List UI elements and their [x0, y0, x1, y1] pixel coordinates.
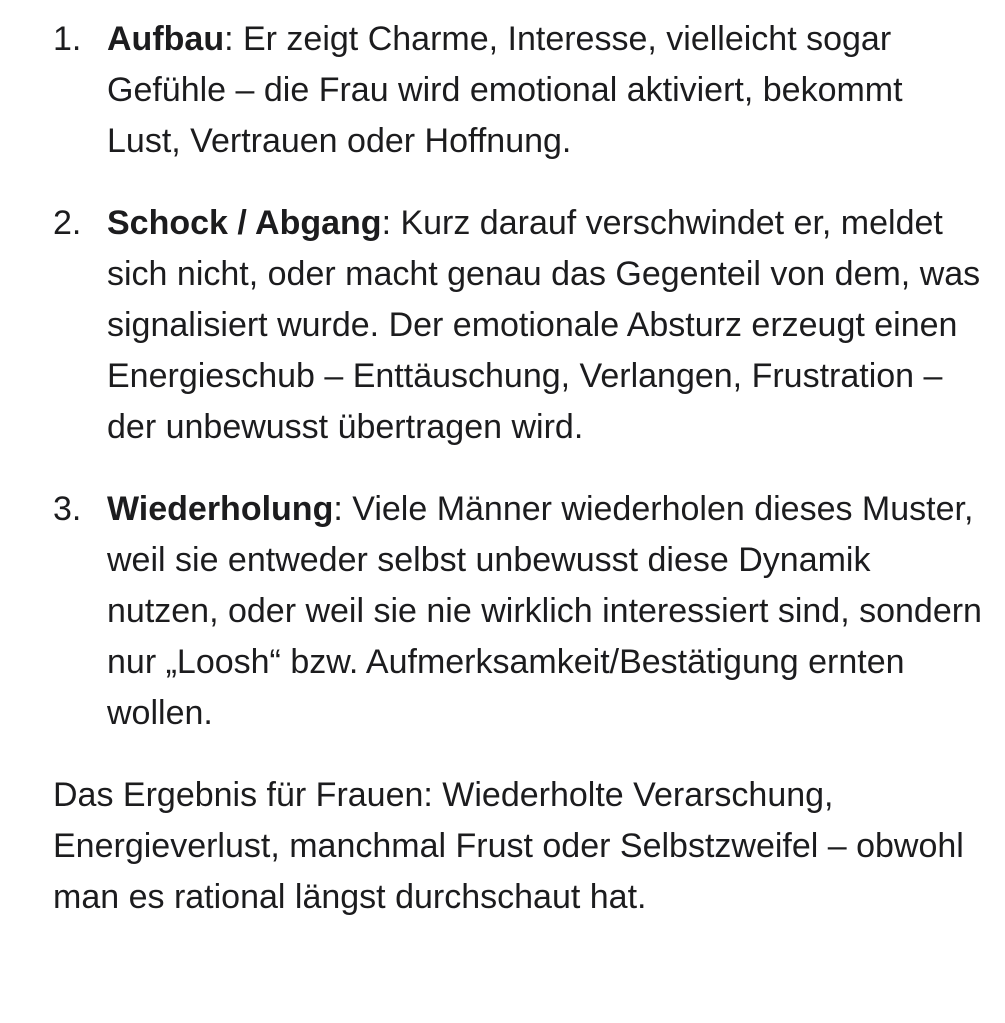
list-item: [53, 14, 983, 167]
list-item: [53, 198, 983, 453]
list-number: 2.: [53, 204, 82, 242]
list-term: Aufbau: [107, 20, 225, 58]
list-item: [53, 484, 983, 739]
list-text: : Kurz darauf verschwindet er, meldet sich nicht, oder macht genau das Gegenteil von dem, was signalisiert wurde. Der emotionale Absturz erzeugt einen Energieschub – Enttäuschung, Verlangen, Frustration – der unbewusst übertragen wird.: [107, 204, 981, 446]
list-number: 1.: [53, 20, 82, 58]
list-term: Schock / Abgang: [107, 204, 382, 242]
summary-paragraph: Das Ergebnis für Frauen: Wiederholte Verarschung, Energieverlust, manchmal Frust oder Selbstzweifel – obwohl man es rational längst durchschaut hat.: [53, 776, 964, 916]
list-term: Wiederholung: [107, 490, 334, 528]
list-text: : Viele Männer wiederholen dieses Muster, weil sie entweder selbst unbewusst diese Dynamik nutzen, oder weil sie nie wirklich interessiert sind, sondern nur „Loosh“ bzw. Aufmerksamkeit/Bestätigung ernten wollen.: [107, 490, 982, 732]
numbered-list: [53, 14, 983, 739]
list-text: : Er zeigt Charme, Interesse, vielleicht sogar Gefühle – die Frau wird emotional aktiviert, bekommt Lust, Vertrauen oder Hoffnung.: [107, 20, 903, 160]
list-number: 3.: [53, 490, 82, 528]
document-body: [53, 14, 983, 923]
